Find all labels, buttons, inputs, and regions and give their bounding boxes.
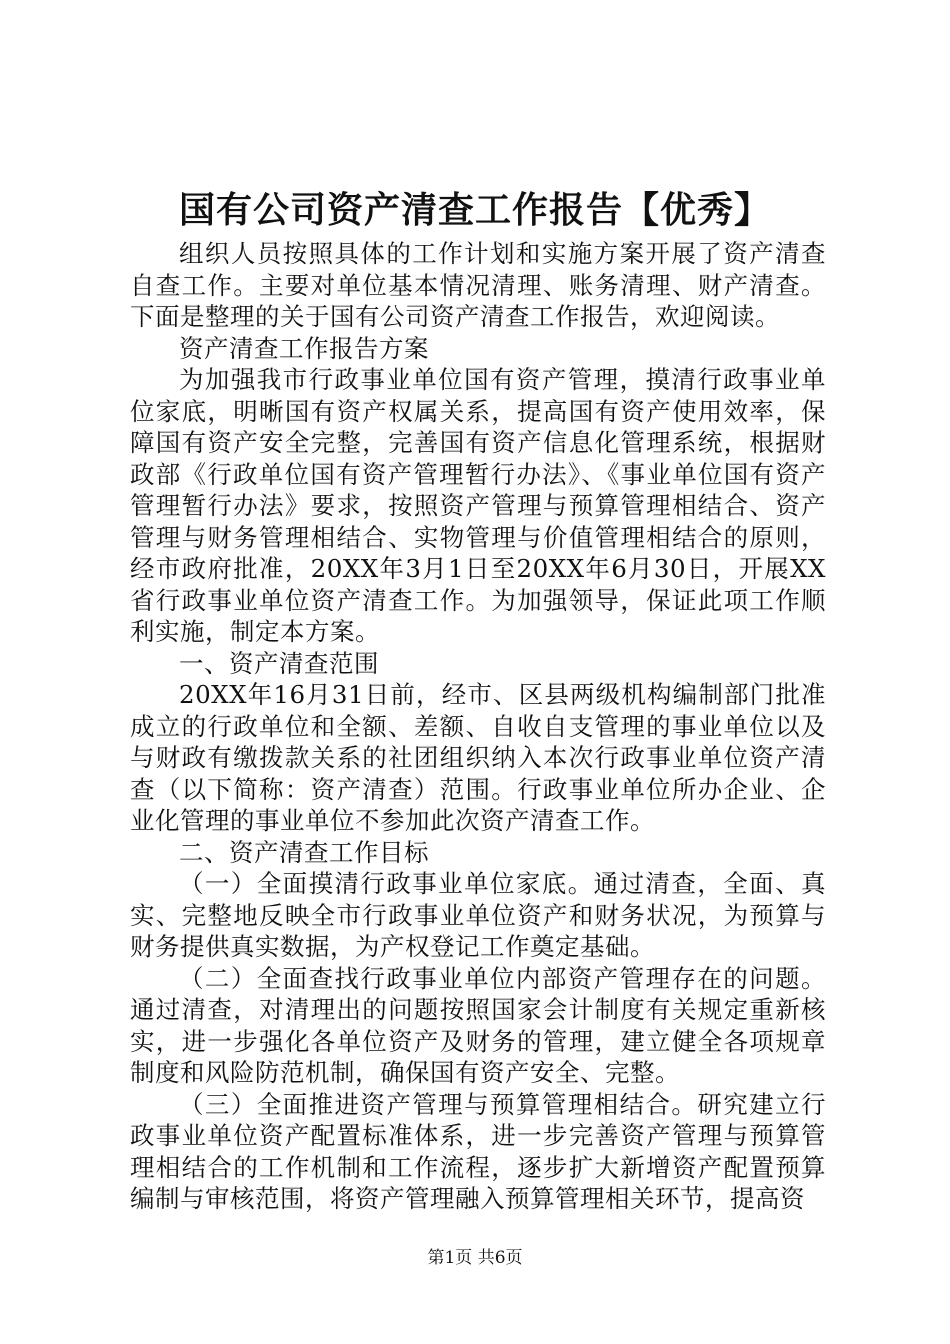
page-number-footer: 第1页 共6页 [427,1248,523,1268]
section-heading-plan: 资产清查工作报告方案 [179,333,429,363]
section-heading-scope: 一、资产清查范围 [179,648,379,678]
goal-paragraph-3: （三）全面推进资产管理与预算管理相结合。研究建立行政事业单位资产配置标准体系，进一步完善资产管理与预算管理相结合的工作机制和工作流程，逐步扩大新增资产配置预算编制与审核范围，将资产管理融入预算管理相关环节，提高资 [130,1089,826,1213]
intro-paragraph: 组织人员按照具体的工作计划和实施方案开展了资产清查自查工作。主要对单位基本情况清理、账务清理、财产清查。下面是整理的关于国有公司资产清查工作报告，欢迎阅读。 [130,239,826,331]
scope-paragraph: 20XX年16月31日前，经市、区县两级机构编制部门批准成立的行政单位和全额、差额、自收自支管理的事业单位以及与财政有缴拨款关系的社团组织纳入本次行政事业单位资产清查（以下简称：资产清查）范围。行政事业单位所办企业、企业化管理的事业单位不参加此次资产清查工作。 [130,680,826,835]
section-heading-goals: 二、资产清查工作目标 [179,837,429,867]
plan-paragraph: 为加强我市行政事业单位国有资产管理，摸清行政事业单位家底，明晰国有资产权属关系，提高国有资产使用效率，保障国有资产安全完整，完善国有资产信息化管理系统，根据财政部《行政单位国有资产管理暂行办法》、《事业单位国有资产管理暂行办法》要求，按照资产管理与预算管理相结合、资产管理与财务管理相结合、实物管理与价值管理相结合的原则，经市政府批准，20XX年3月1日至20XX年6月30日，开展XX省行政事业单位资产清查工作。为加强领导，保证此项工作顺利实施，制定本方案。 [130,365,826,646]
goal-paragraph-1: （一）全面摸清行政事业单位家底。通过清查，全面、真实、完整地反映全市行政事业单位资产和财务状况，为预算与财务提供真实数据，为产权登记工作奠定基础。 [130,869,826,961]
goal-paragraph-2: （二）全面查找行政事业单位内部资产管理存在的问题。通过清查，对清理出的问题按照国家会计制度有关规定重新核实，进一步强化各单位资产及财务的管理，建立健全各项规章制度和风险防范机制，确保国有资产安全、完整。 [130,963,826,1087]
document-title: 国有公司资产清查工作报告【优秀】 [178,189,771,231]
document-body [130,238,826,1215]
